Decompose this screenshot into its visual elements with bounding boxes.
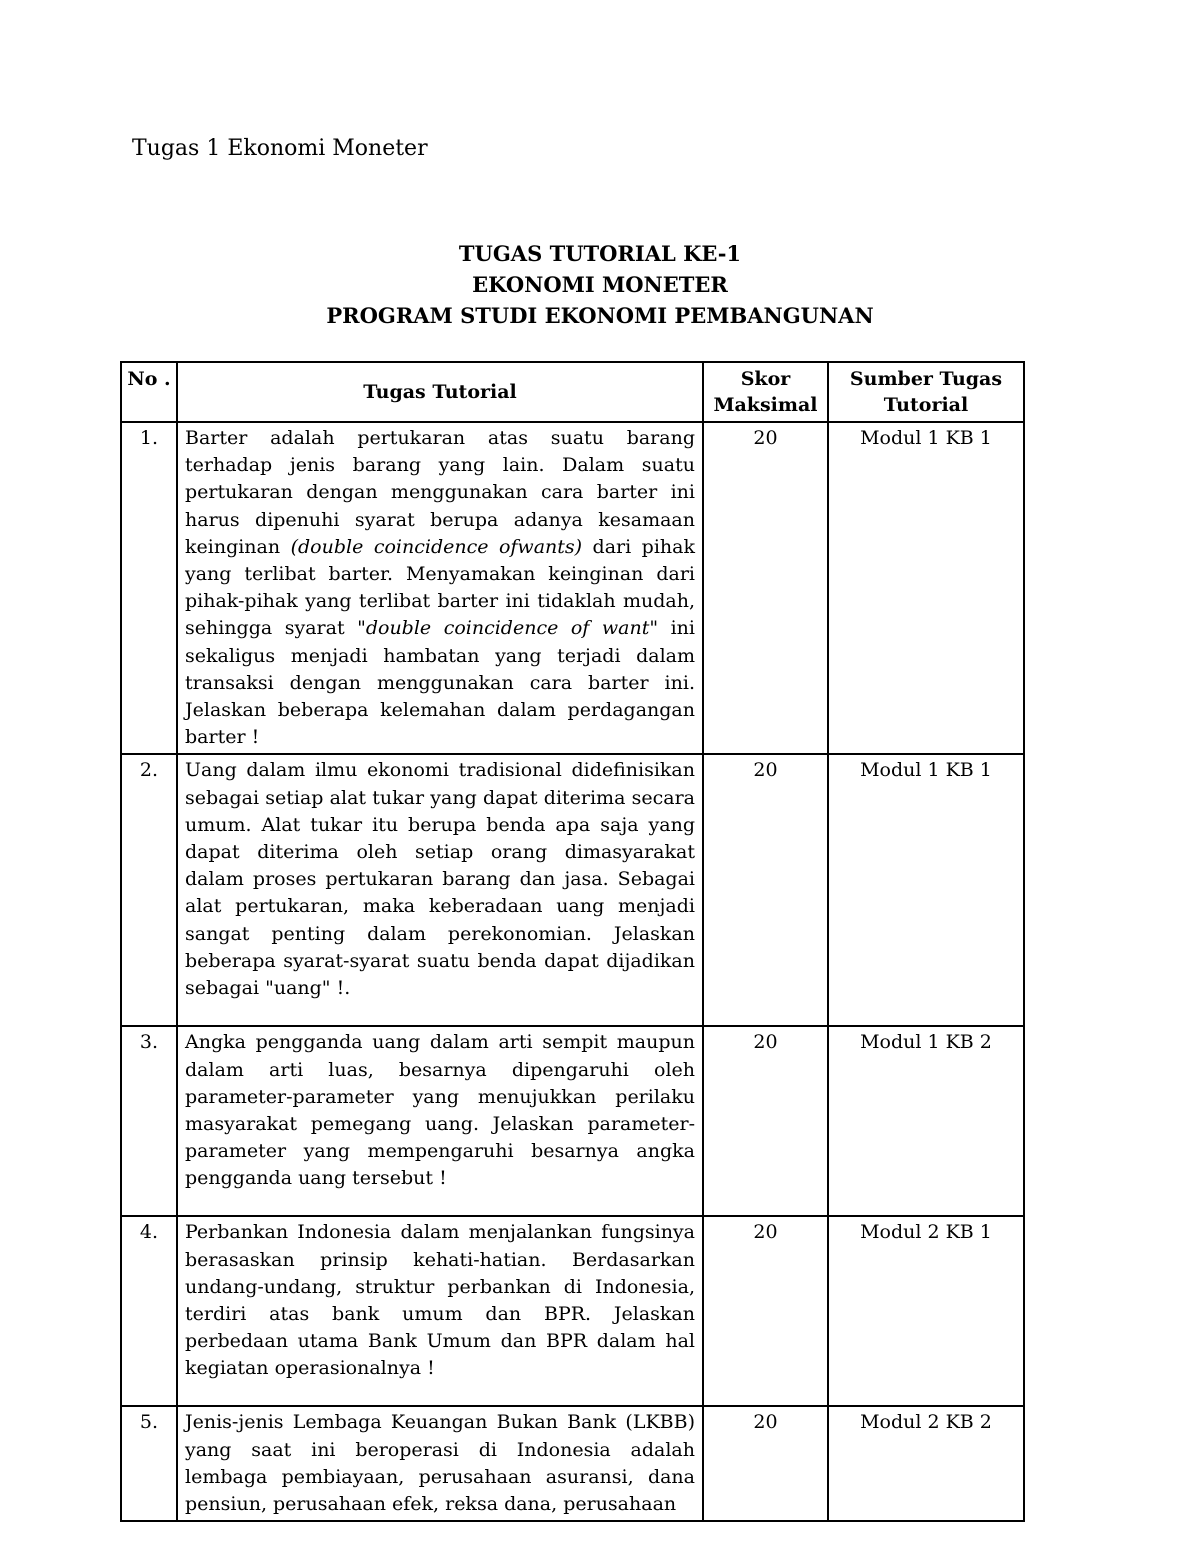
table-row	[121, 422, 1024, 754]
task-source: Modul 2 KB 2	[828, 1406, 1024, 1521]
document-heading: Tugas 1 Ekonomi Moneter	[132, 136, 428, 161]
task-text	[177, 422, 703, 754]
task-text-italic: (double coincidence ofwants)	[290, 535, 583, 558]
max-score: 20	[703, 1406, 828, 1521]
table-header-row	[121, 362, 1024, 422]
row-number: 3.	[121, 1026, 177, 1216]
task-text-part: Barter adalah pertukaran atas suatu barang terhadap jenis barang yang lain. Dalam suatu pertukaran dengan menggunakan cara barter ini harus dipenuhi syarat berupa adanya kesamaan keinginan	[185, 427, 695, 558]
task-source: Modul 1 KB 2	[828, 1026, 1024, 1216]
task-source: Modul 1 KB 1	[828, 422, 1024, 754]
task-text: Angka pengganda uang dalam arti sempit maupun dalam arti luas, besarnya dipengaruhi oleh parameter-parameter yang menujukkan perilaku masyarakat pemegang uang. Jelaskan parameter-parameter yang mempengaruhi besarnya angka pengganda uang tersebut !	[177, 1026, 703, 1216]
max-score: 20	[703, 1026, 828, 1216]
header-no: No .	[121, 362, 177, 422]
table-row	[121, 1216, 1024, 1406]
task-text-part: dari pihak yang terlibat barter. Menyamakan keinginan dari pihak-pihak yang terlibat barter ini tidaklah mudah, sehingga syarat	[185, 535, 696, 640]
table-row	[121, 1406, 1024, 1521]
table-row	[121, 754, 1024, 1026]
header-score: Skor Maksimal	[703, 362, 828, 422]
header-task: Tugas Tutorial	[177, 362, 703, 422]
tutorial-task-table	[120, 361, 1025, 1522]
task-text: Perbankan Indonesia dalam menjalankan fungsinya berasaskan prinsip kehati-hatian. Berdasarkan undang-undang, struktur perbankan di Indonesia, terdiri atas bank umum dan BPR. Jelaskan perbedaan utama Bank Umum dan BPR dalam hal kegiatan operasionalnya !	[177, 1216, 703, 1406]
max-score: 20	[703, 1216, 828, 1406]
max-score: 20	[703, 754, 828, 1026]
task-text: Uang dalam ilmu ekonomi tradisional didefinisikan sebagai setiap alat tukar yang dapat diterima secara umum. Alat tukar itu berupa benda apa saja yang dapat diterima oleh setiap orang dimasyarakat dalam proses pertukaran barang dan jasa. Sebagai alat pertukaran, maka keberadaan uang menjadi sangat penting dalam perekonomian. Jelaskan beberapa syarat-syarat suatu benda dapat dijadikan sebagai "uang" !.	[177, 754, 703, 1026]
task-source: Modul 2 KB 1	[828, 1216, 1024, 1406]
task-text-part: ini sekaligus menjadi hambatan yang terjadi dalam transaksi dengan menggunakan cara barter ini. Jelaskan beberapa kelemahan dalam perdagangan barter !	[185, 617, 695, 749]
row-number: 4.	[121, 1216, 177, 1406]
title-block	[0, 238, 1200, 331]
max-score: 20	[703, 422, 828, 754]
title-line-1: TUGAS TUTORIAL KE-1	[458, 241, 742, 266]
title-line-2: EKONOMI MONETER	[472, 272, 728, 297]
table-row	[121, 1026, 1024, 1216]
header-source: Sumber Tugas Tutorial	[828, 362, 1024, 422]
task-text-italic: "double coincidence of want"	[357, 617, 659, 640]
row-number: 1.	[121, 422, 177, 754]
row-number: 5.	[121, 1406, 177, 1521]
task-text: Jenis-jenis Lembaga Keuangan Bukan Bank (LKBB) yang saat ini beroperasi di Indonesia adalah lembaga pembiayaan, perusahaan asuransi, dana pensiun, perusahaan efek, reksa dana, perusahaan	[177, 1406, 703, 1521]
title-line-3: PROGRAM STUDI EKONOMI PEMBANGUNAN	[326, 303, 874, 328]
row-number: 2.	[121, 754, 177, 1026]
task-source: Modul 1 KB 1	[828, 754, 1024, 1026]
